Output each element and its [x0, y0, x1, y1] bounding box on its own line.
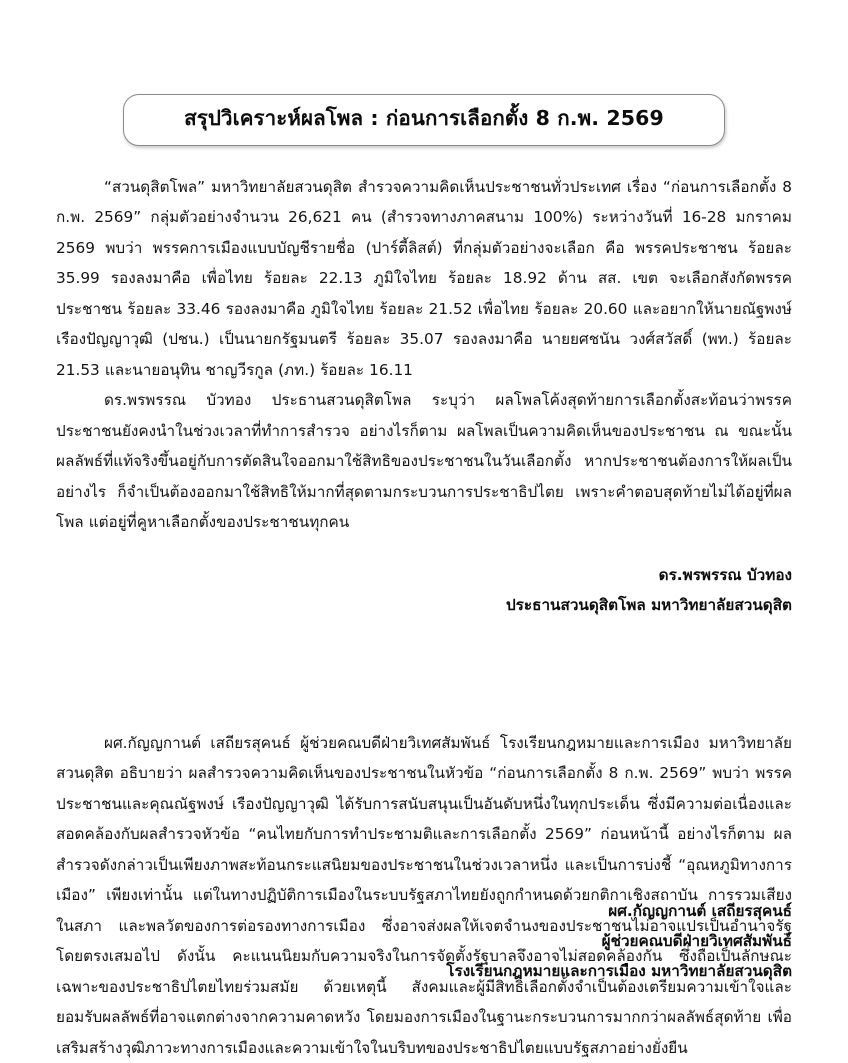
- signature-2-name: ผศ.กัญญกานต์ เสถียรสุคนธ์: [608, 902, 792, 920]
- title-box: [123, 94, 725, 146]
- signature-1-position: ประธานสวนดุสิตโพล มหาวิทยาลัยสวนดุสิต: [505, 595, 792, 614]
- title-container: [56, 0, 792, 146]
- document-body: [56, 172, 792, 538]
- signature-1-name: ดร.พรพรรณ บัวทอง: [658, 565, 792, 584]
- signature-2-affiliation: โรงเรียนกฎหมายและการเมือง มหาวิทยาลัยสวนดุสิต: [446, 962, 792, 980]
- section-spacer: [56, 620, 792, 728]
- paragraph-poll-results: “สวนดุสิตโพล” มหาวิทยาลัยสวนดุสิต สำรวจความคิดเห็นประชาชนทั่วประเทศ เรื่อง “ก่อนการเลือกตั้ง 8 ก.พ. 2569” กลุ่มตัวอย่างจำนวน 26,621 คน (สำรวจทางภาคสนาม 100%) ระหว่างวันที่ 16-28 มกราคม 2569 พบว่า พรรคการเมืองแบบบัญชีรายชื่อ (ปาร์ตี้ลิสต์) ที่กลุ่มตัวอย่างจะเลือก คือ พรรคประชาชน ร้อยละ 35.99 รองลงมาคือ เพื่อไทย ร้อยละ 22.13 ภูมิใจไทย ร้อยละ 18.92 ด้าน สส. เขต จะเลือกสังกัดพรรคประชาชน ร้อยละ 33.46 รองลงมาคือ ภูมิใจไทย ร้อยละ 21.52 เพื่อไทย ร้อยละ 20.60 และอยากให้นายณัฐพงษ์ เรืองปัญญาวุฒิ (ปชน.) เป็นนายกรัฐมนตรี ร้อยละ 35.07 รองลงมาคือ นายยศชนัน วงศ์สวัสดิ์ (พท.) ร้อยละ 21.53 และนายอนุทิน ชาญวีรกูล (ภท.) ร้อยละ 16.11: [56, 177, 792, 379]
- signature-block-2: [446, 896, 792, 986]
- paragraph-director-comment: ดร.พรพรรณ บัวทอง ประธานสวนดุสิตโพล ระบุว่า ผลโพลโค้งสุดท้ายการเลือกตั้งสะท้อนว่าพรรคประชาชนยังคงนำในช่วงเวลาที่ทำการสำรวจ อย่างไรก็ตาม ผลโพลเป็นความคิดเห็นของประชาชน ณ ขณะนั้น ผลลัพธ์ที่แท้จริงขึ้นอยู่กับการตัดสินใจออกมาใช้สิทธิของประชาชนในวันเลือกตั้ง หากประชาชนต้องการให้ผลเป็นอย่างไร ก็จำเป็นต้องออกมาใช้สิทธิให้มากที่สุดตามกระบวนการประชาธิปไตย เพราะคำตอบสุดท้ายไม่ได้อยู่ที่ผลโพล แต่อยู่ที่คูหาเลือกตั้งของประชาชนทุกคน: [56, 391, 792, 532]
- signature-block-1: [56, 560, 792, 620]
- paragraph-academic-analysis: ผศ.กัญญกานต์ เสถียรสุคนธ์ ผู้ช่วยคณบดีฝ่ายวิเทศสัมพันธ์ โรงเรียนกฎหมายและการเมือง มหาวิทยาลัยสวนดุสิต อธิบายว่า ผลสำรวจความคิดเห็นของประชาชนในหัวข้อ “ก่อนการเลือกตั้ง 8 ก.พ. 2569” พบว่า พรรคประชาชนและคุณณัฐพงษ์ เรืองปัญญาวุฒิ ได้รับการสนับสนุนเป็นอันดับหนึ่งในทุกประเด็น ซึ่งมีความต่อเนื่องและสอดคล้องกับผลสำรวจหัวข้อ “คนไทยกับการทำประชามติและการเลือกตั้ง 2569” ก่อนหน้านี้ อย่างไรก็ตาม ผลสำรวจดังกล่าวเป็นเพียงภาพสะท้อนกระแสนิยมของประชาชนในช่วงเวลาหนึ่ง และเป็นการบ่งชี้ “อุณหภูมิทางการเมือง” เพียงเท่านั้น แต่ในทางปฏิบัติการเมืองในระบบรัฐสภาไทยยังถูกกำหนดด้วยกติกาเชิงสถาบัน การรวมเสียงในสภา และพลวัตของการต่อรองทางการเมือง ซึ่งอาจส่งผลให้เจตจำนงของประชาชนไม่อาจแปรเป็นอำนาจรัฐโดยตรงเสมอไป ดังนั้น คะแนนนิยมกับความจริงในการจัดตั้งรัฐบาลจึงอาจไม่สอดคล้องกัน ซึ่งถือเป็นลักษณะเฉพาะของประชาธิปไตยไทยร่วมสมัย ด้วยเหตุนี้ สังคมและผู้มีสิทธิเลือกตั้งจำเป็นต้องเตรียมความเข้าใจและยอมรับผลลัพธ์ที่อาจแตกต่างจากความคาดหวัง โดยมองการเมืองในฐานะกระบวนการมากกว่าผลลัพธ์สุดท้าย เพื่อเสริมสร้างวุฒิภาวะทางการเมืองและความเข้าใจในบริบทของประชาธิปไตยแบบรัฐสภาอย่างยั่งยืน: [56, 733, 792, 1057]
- signature-2-position: ผู้ช่วยคณบดีฝ่ายวิเทศสัมพันธ์: [601, 932, 792, 950]
- page-title: สรุปวิเคราะห์ผลโพล : ก่อนการเลือกตั้ง 8 ก.พ. 2569: [184, 106, 664, 130]
